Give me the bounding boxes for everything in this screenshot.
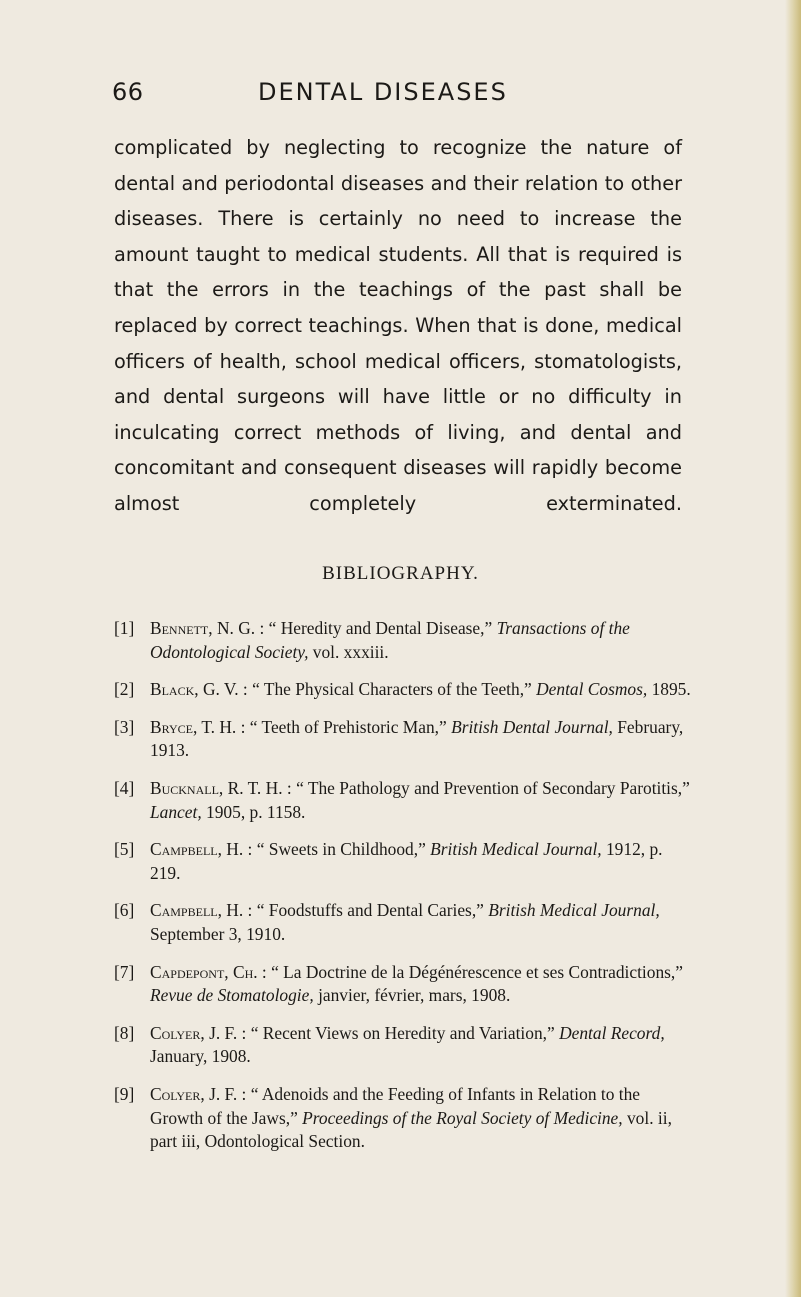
entry-details: vol. xxxiii. (308, 641, 389, 662)
entry-details: 1905, p. 1158. (201, 801, 306, 822)
entry-title: “ Teeth of Prehistoric Man,” (245, 716, 452, 737)
bibliography-entry (114, 899, 694, 946)
entry-details: janvier, février, mars, 1908. (313, 985, 511, 1006)
bibliography-heading: BIBLIOGRAPHY. (322, 563, 479, 584)
entry-journal: British Medical Journal, (488, 900, 660, 921)
entry-author: Capdepont, Ch. : (150, 961, 267, 982)
running-head: DENTAL DISEASES (258, 78, 508, 106)
entry-journal: British Dental Journal, (451, 716, 613, 737)
body-paragraph (114, 130, 682, 522)
entry-title: “ The Pathology and Prevention of Secondary Parotitis,” (291, 777, 690, 798)
entry-author: Black, G. V. : (150, 679, 248, 700)
entry-journal: Transactions of the Odontological Society, (150, 618, 630, 662)
bibliography-entry (114, 838, 694, 885)
bibliography-entry (114, 777, 694, 824)
entry-title: “ Adenoids and the Feeding of Infants in Relation to the Growth of the Jaws,” (150, 1083, 640, 1128)
entry-journal: Dental Record, (559, 1022, 665, 1043)
entry-number: [4] (114, 777, 135, 798)
entry-author: Colyer, J. F. : (150, 1083, 247, 1104)
entry-author: Campbell, H. : (150, 900, 253, 921)
entry-number: [1] (114, 618, 135, 638)
page-header (112, 78, 702, 118)
entry-number: [3] (114, 716, 135, 737)
entry-author: Bryce, T. H. : (150, 716, 246, 737)
entry-journal: British Medical Journal, (430, 839, 602, 860)
entry-title: “ Heredity and Dental Disease,” (264, 618, 497, 638)
entry-journal: Revue de Stomatologie, (150, 985, 314, 1006)
entry-title: “ La Doctrine de la Dégénérescence et ses Contradictions,” (266, 961, 683, 982)
entry-details: 1912, p. 219. (150, 839, 663, 883)
entry-journal: Dental Cosmos, (536, 679, 648, 700)
entry-journal: Proceedings of the Royal Society of Medicine, (302, 1107, 623, 1128)
entry-number: [8] (114, 1022, 135, 1043)
entry-details: vol. ii, part iii, Odontological Section. (150, 1107, 672, 1152)
bibliography-entry (114, 1022, 694, 1069)
entry-number: [6] (114, 900, 135, 921)
entry-title: “ Foodstuffs and Dental Caries,” (252, 900, 489, 921)
entry-details: January, 1908. (150, 1046, 251, 1067)
bibliography-list (114, 617, 694, 1168)
body-paragraph-text: complicated by neglecting to recognize the nature of dental and periodontal diseases and their relation to other diseases. There is certainly no need to increase the amount taught to medical students. All that is required is that the errors in the teachings of the past shall be replaced by correct teachings. When that is done, medical officers of health, school medical officers, stomatologists, and dental surgeons will have little or no difficulty in inculcating correct methods of living, and dental and concomitant and consequent diseases will rapidly become almost completely exterminated. (114, 136, 682, 515)
entry-number: [7] (114, 961, 135, 982)
entry-author: Campbell, H. : (150, 839, 253, 860)
entry-details: February, 1913. (150, 716, 684, 761)
entry-title: “ The Physical Characters of the Teeth,” (247, 679, 537, 700)
entry-author: Bucknall, R. T. H. : (150, 777, 292, 798)
page-number: 66 (112, 78, 144, 106)
entry-number: [9] (114, 1083, 135, 1104)
entry-details: 1895. (647, 679, 691, 700)
entry-number: [5] (114, 839, 135, 860)
bibliography-entry (114, 716, 694, 763)
entry-author: Bennett, N. G. : (150, 618, 265, 638)
page-edge-shadow (785, 0, 801, 1297)
bibliography-entry (114, 617, 694, 664)
entry-journal: Lancet, (150, 801, 202, 822)
entry-title: “ Recent Views on Heredity and Variation,” (246, 1022, 560, 1043)
bibliography-entry (114, 961, 694, 1008)
entry-number: [2] (114, 679, 135, 700)
entry-details: September 3, 1910. (150, 923, 286, 944)
entry-author: Colyer, J. F. : (150, 1022, 247, 1043)
entry-title: “ Sweets in Childhood,” (252, 839, 431, 860)
bibliography-entry (114, 678, 694, 702)
bibliography-entry (114, 1083, 694, 1154)
